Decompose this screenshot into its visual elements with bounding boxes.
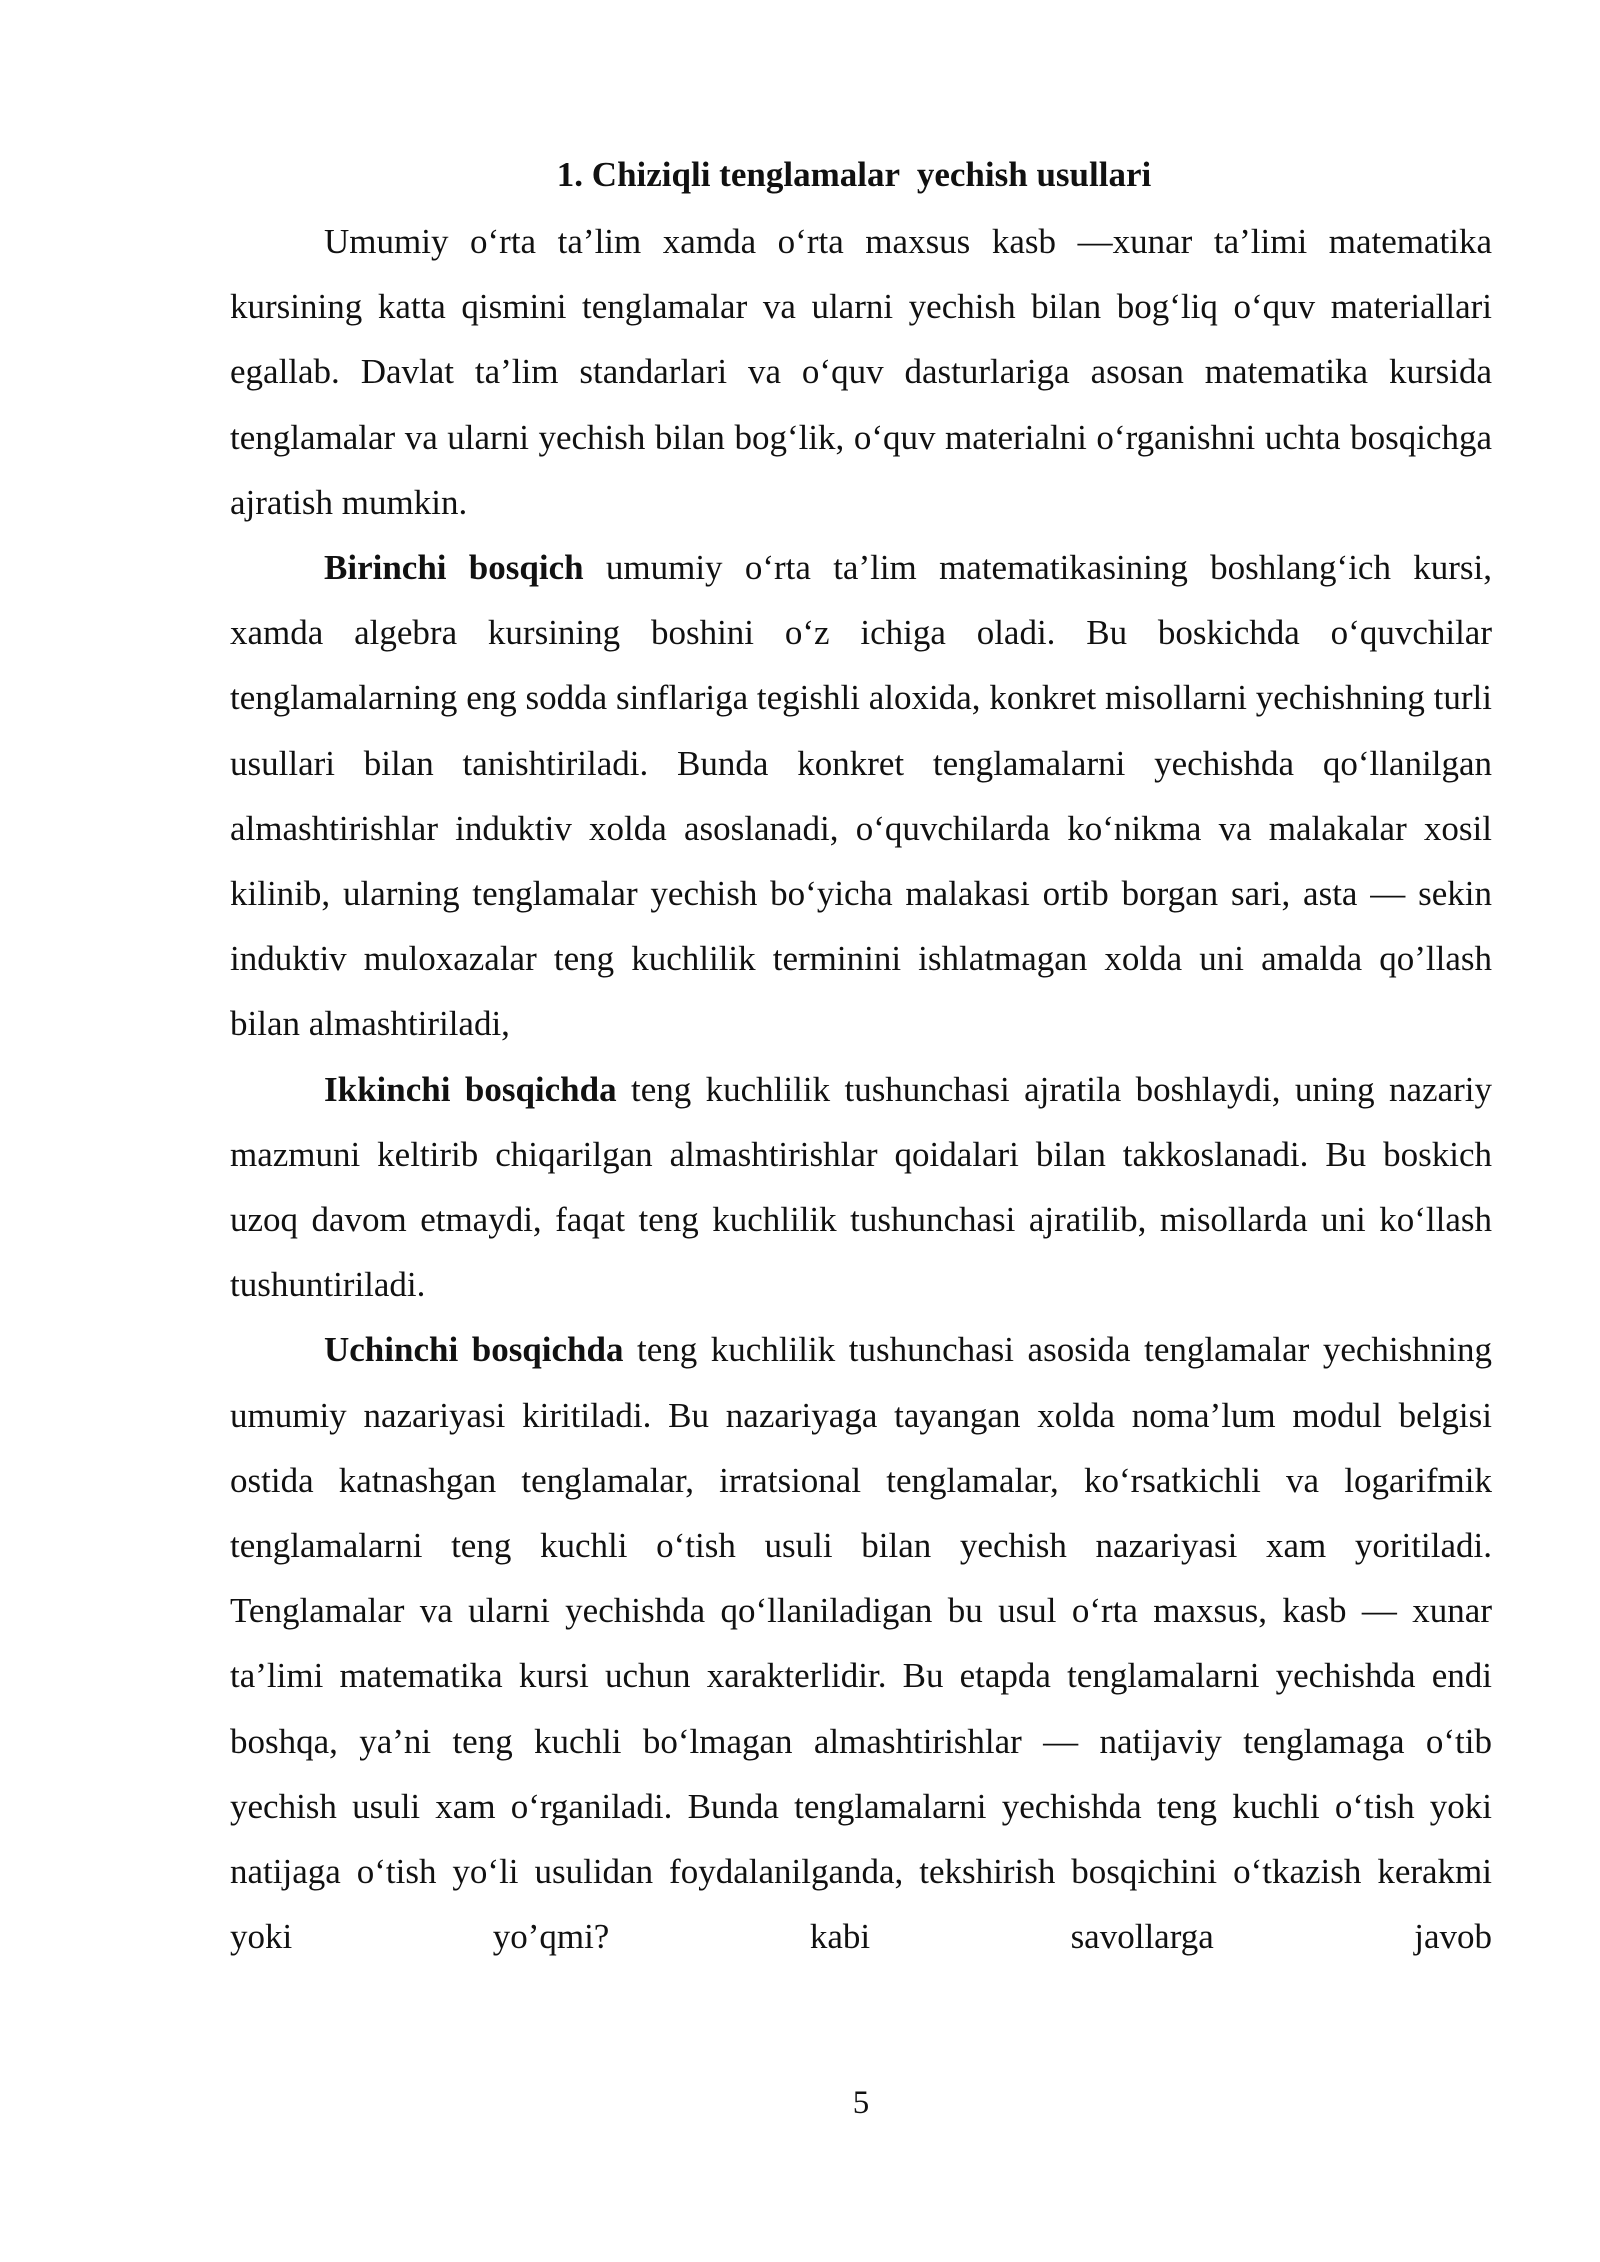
page-number: 5	[852, 2085, 870, 2121]
section-title: 1. Chiziqli tenglamalar yechish usullari	[556, 155, 1152, 194]
paragraph-text: teng kuchlilik tushunchasi ajratila boshlaydi, uning nazariy mazmuni keltirib chiqarilgan almashtirishlar qoidalari bilan takkoslanadi. Bu boskich uzoq davom etmaydi, faqat teng kuchlilik tushunchasi ajratilib, misollarda uni ko‘llash tushuntiriladi.	[230, 1069, 1492, 1305]
paragraph-text: Umumiy o‘rta ta’lim xamda o‘rta maxsus kasb —xunar ta’limi matematika kursining katta qismini tenglamalar va ularni yechish bilan bog‘liq o‘quv materiallari egallab. Davlat ta’lim standarlari va o‘quv dasturlariga asosan matematika kursida tenglamalar va ularni yechish bilan bog‘lik, o‘quv materialni o‘rganishni uchta bosqichga ajratish mumkin.	[230, 222, 1492, 522]
paragraph-second-stage	[230, 1057, 1492, 1318]
paragraph-lead: Uchinchi bosqichda	[324, 1330, 624, 1370]
paragraph-lead: Ikkinchi bosqichda	[324, 1069, 617, 1109]
paragraph-lead: Birinchi bosqich	[324, 548, 584, 588]
paragraph-text: umumiy o‘rta ta’lim matematikasining boshlang‘ich kursi, xamda algebra kursining boshini o‘z ichiga oladi. Bu boskichda o‘quvchilar tenglamalarning eng sodda sinflariga tegishli aloxida, konkret misollarni yechishning turli usullari bilan tanishtiriladi. Bunda konkret tenglamalarni yechishda qo‘llanilgan almashtirishlar induktiv xolda asoslanadi, o‘quvchilarda ko‘nikma va malakalar xosil kilinib, ularning tenglamalar yechish bo‘yicha malakasi ortib borgan sari, asta — sekin induktiv muloxazalar teng kuchlilik terminini ishlatmagan xolda uni amalda qo’llash bilan almashtiriladi,	[230, 548, 1493, 1044]
body-text	[230, 209, 1492, 1969]
paragraph-third-stage	[230, 1317, 1492, 1969]
paragraph-intro	[230, 209, 1492, 535]
paragraph-text: teng kuchlilik tushunchasi asosida tenglamalar yechishning umumiy nazariyasi kiritiladi. Bu nazariyaga tayangan xolda noma’lum modul belgisi ostida katnashgan tenglamalar, irratsional tenglamalar, ko‘rsatkichli va logarifmik tenglamalarni teng kuchli o‘tish usuli bilan yechish nazariyasi xam yoritiladi. Tenglamalar va ularni yechishda qo‘llaniladigan bu usul o‘rta maxsus, kasb — xunar ta’limi matematika kursi uchun xarakterlidir. Bu etapda tenglamalarni yechishda endi boshqa, ya’ni teng kuchli bo‘lmagan almashtirishlar — natijaviy tenglamaga o‘tib yechish usuli xam o‘rganiladi. Bunda tenglamalarni yechishda teng kuchli o‘tish yoki natijaga o‘tish yo‘li usulidan foydalanilganda, tekshirish bosqichini o‘tkazish kerakmi yoki yo’qmi? kabi savollarga javob	[230, 1330, 1492, 1957]
paragraph-first-stage	[230, 535, 1492, 1057]
